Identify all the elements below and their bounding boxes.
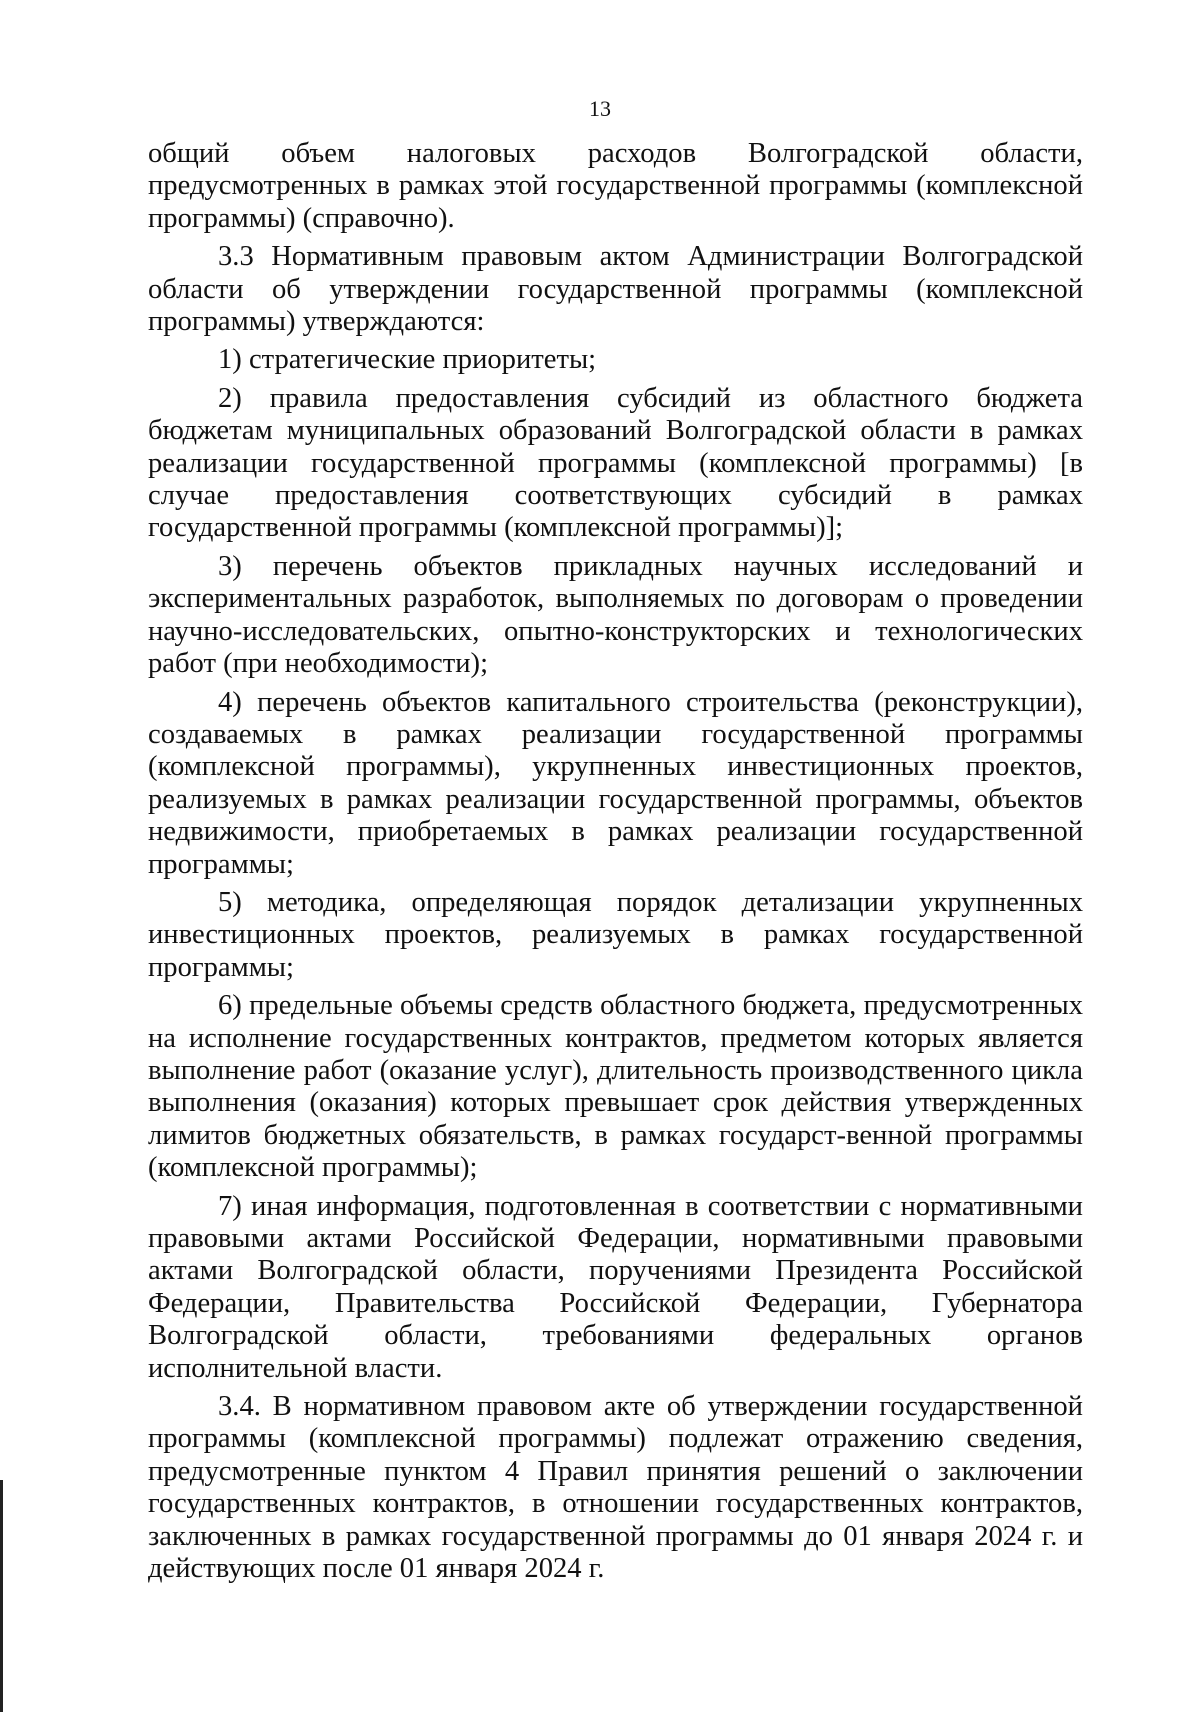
paragraph-3-3: 3.3 Нормативным правовым актом Администрации Волгоградской области об утверждении государственной программы (комплексной программы) утверждаются: bbox=[148, 241, 1083, 338]
paragraph-continuation: общий объем налоговых расходов Волгоградской области, предусмотренных в рамках этой государственной программы (комплексной программы) (справочно). bbox=[148, 138, 1083, 234]
paragraph-3-4: 3.4. В нормативном правовом акте об утверждении государственной программы (комплексной программы) подлежат отражению сведения, предусмотренные пунктом 4 Правил принятия решений о заключении государственных контрактов, в отношении государственных контрактов, заключенных в рамках государственной программы до 01 января 2024 г. и действующих после 01 января 2024 г. bbox=[148, 1391, 1083, 1585]
page-number: 13 bbox=[589, 96, 611, 121]
list-item-5: 5) методика, определяющая порядок детализации укрупненных инвестиционных проектов, реализуемых в рамках государственной программы; bbox=[148, 886, 1083, 983]
list-item-7: 7) иная информация, подготовленная в соответствии с нормативными правовыми актами Российской Федерации, нормативными правовыми актами Волгоградской области, поручениями Президента Российской Федерации, Правительства Российской Федерации, Губернатора Волгоградской области, требованиями федеральных органов исполнительной власти. bbox=[148, 1190, 1083, 1384]
document-body bbox=[148, 138, 1083, 1585]
scan-edge-mark bbox=[0, 1480, 3, 1712]
list-item-3: 3) перечень объектов прикладных научных исследований и экспериментальных разработок, выполняемых по договорам о проведении научно-исследовательских, опытно-конструкторских и технологических работ (при необходимости); bbox=[148, 550, 1083, 680]
list-item-6: 6) предельные объемы средств областного бюджета, предусмотренных на исполнение государственных контрактов, предметом которых является выполнение работ (оказание услуг), длительность производственного цикла выполнения (оказания) которых превышает срок действия утвержденных лимитов бюджетных обязательств, в рамках государст-венной программы (комплексной программы); bbox=[148, 990, 1083, 1184]
list-item-2: 2) правила предоставления субсидий из областного бюджета бюджетам муниципальных образований Волгоградской области в рамках реализации государственной программы (комплексной программы) [в случае предоставления соответствующих субсидий в рамках государственной программы (комплексной программы)]; bbox=[148, 382, 1083, 544]
list-item-1: 1) стратегические приоритеты; bbox=[218, 344, 597, 376]
list-item-4: 4) перечень объектов капитального строительства (реконструкции), создаваемых в рамках реализации государственной программы (комплексной программы), укрупненных инвестиционных проектов, реализуемых в рамках реализации государственной программы, объектов недвижимости, приобретаемых в рамках реализации государственной программы; bbox=[148, 686, 1083, 880]
